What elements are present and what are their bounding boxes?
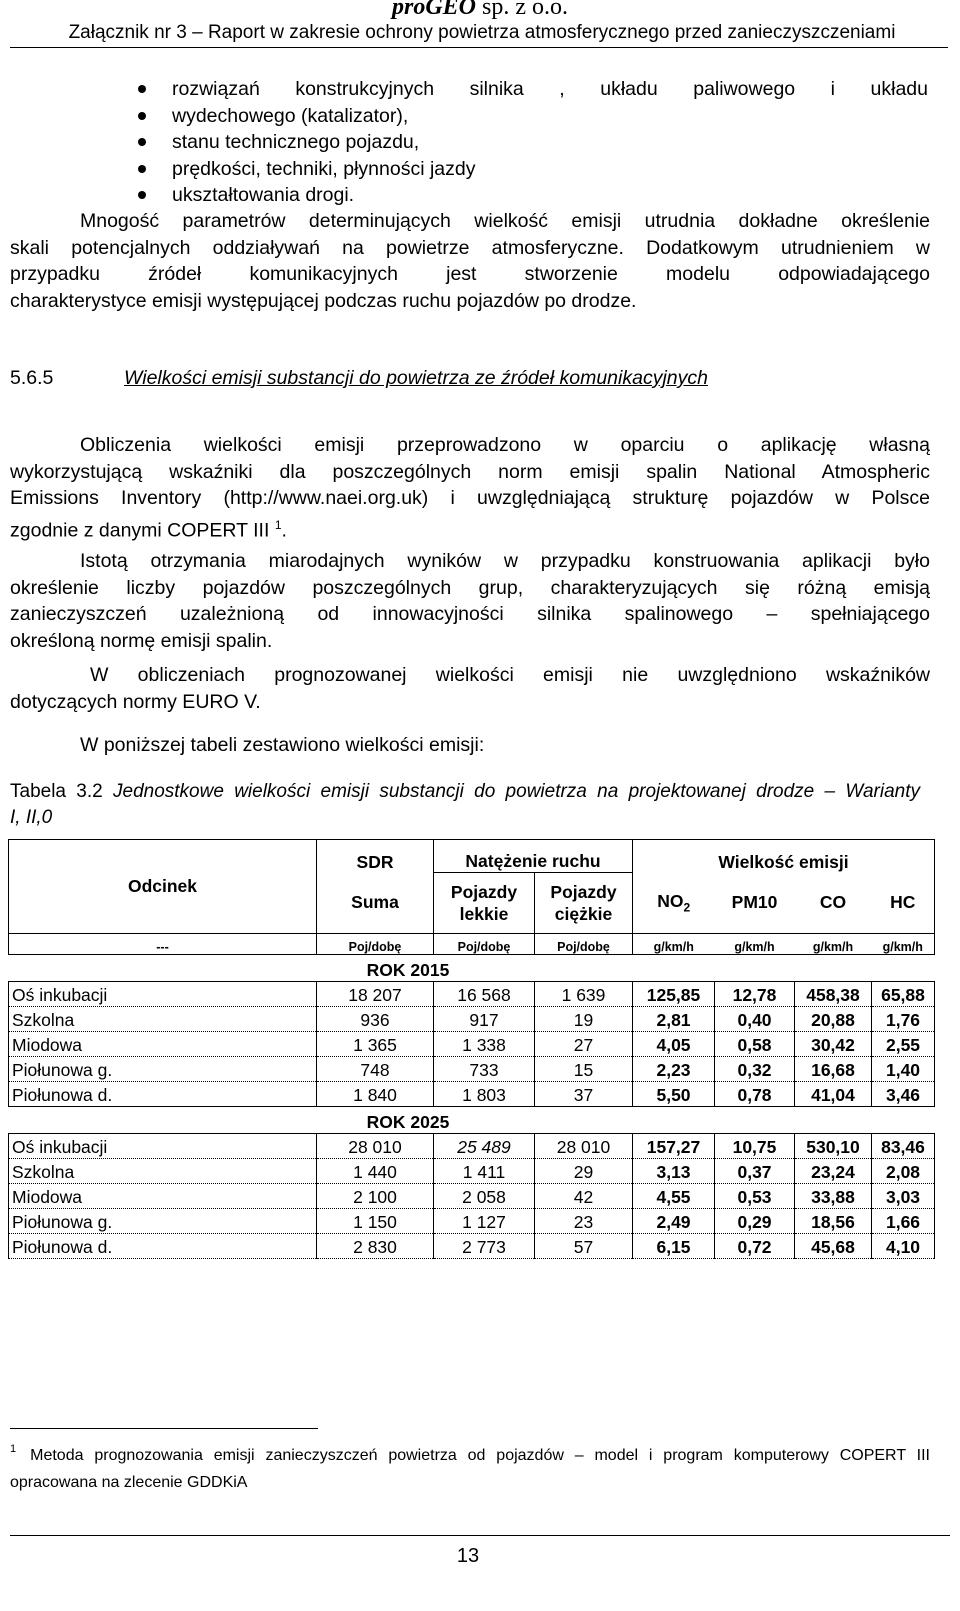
cell-hc: 3,03 bbox=[872, 1184, 935, 1209]
cell-lekkie: 917 bbox=[434, 1007, 535, 1032]
footnote-line bbox=[10, 1443, 930, 1470]
section-title: Wielkości emisji substancji do powietrza ze źródeł komunikacyjnych bbox=[124, 367, 708, 389]
cell-co: 23,24 bbox=[795, 1159, 872, 1184]
page-number: 13 bbox=[456, 1545, 480, 1567]
table-group-2025 bbox=[9, 1107, 935, 1259]
cell-ciezkie: 28 010 bbox=[535, 1134, 633, 1159]
table-row bbox=[9, 1159, 935, 1184]
header-text: ciężkie bbox=[554, 904, 613, 924]
cell-ciezkie: 29 bbox=[535, 1159, 633, 1184]
cell-no2: 125,85 bbox=[633, 982, 715, 1007]
cell-name: Piołunowa d. bbox=[9, 1234, 317, 1259]
cell-lekkie: 16 568 bbox=[434, 982, 535, 1007]
section-number: 5.6.5 bbox=[10, 367, 54, 389]
cell-no2: 4,05 bbox=[633, 1032, 715, 1057]
cell-hc: 2,55 bbox=[872, 1032, 935, 1057]
table-row bbox=[9, 1032, 935, 1057]
paragraph-line: określenie liczby pojazdów poszczególnych grup, charakteryzujących się różną emisją bbox=[10, 576, 930, 599]
caption-line: I, II,0 bbox=[10, 807, 53, 828]
paragraph-line: skali potencjalnych oddziaływań na powietrze atmosferyczne. Dodatkowym utrudnieniem w bbox=[10, 236, 930, 259]
header-ciezkie bbox=[535, 873, 633, 934]
paragraph-line: charakterystyce emisji występującej podczas ruchu pojazdów po drodze. bbox=[10, 289, 637, 312]
cell-lekkie: 733 bbox=[434, 1057, 535, 1082]
cell-name: Miodowa bbox=[9, 1184, 317, 1209]
cell-pm10: 0,72 bbox=[715, 1234, 795, 1259]
cell-ciezkie: 19 bbox=[535, 1007, 633, 1032]
header-divider bbox=[10, 47, 948, 48]
cell-hc: 1,66 bbox=[872, 1209, 935, 1234]
cell-suma: 28 010 bbox=[317, 1134, 434, 1159]
cell-co: 33,88 bbox=[795, 1184, 872, 1209]
paragraph-table-intro: W poniższej tabeli zestawiono wielkości emisji: bbox=[80, 734, 485, 756]
list-item: stanu technicznego pojazdu, bbox=[138, 129, 928, 156]
units-row bbox=[9, 934, 935, 955]
cell-co: 530,10 bbox=[795, 1134, 872, 1159]
unit-cell: g/km/h bbox=[872, 934, 935, 955]
cell-pm10: 0,37 bbox=[715, 1159, 795, 1184]
cell-ciezkie: 1 639 bbox=[535, 982, 633, 1007]
unit-cell: Poj/dobę bbox=[317, 934, 434, 955]
cell-name: Szkolna bbox=[9, 1007, 317, 1032]
table-row bbox=[9, 982, 935, 1007]
header-text: Pojazdy bbox=[550, 882, 617, 902]
cell-co: 16,68 bbox=[795, 1057, 872, 1082]
cell-co: 18,56 bbox=[795, 1209, 872, 1234]
list-item: rozwiązań konstrukcyjnych silnika , układu paliwowego i układu bbox=[138, 76, 928, 103]
header-pm10: PM10 bbox=[731, 892, 778, 913]
cell-no2: 2,81 bbox=[633, 1007, 715, 1032]
cell-suma: 18 207 bbox=[317, 982, 434, 1007]
page-header-company bbox=[0, 0, 960, 21]
header-subscript: 2 bbox=[683, 900, 691, 915]
cell-pm10: 0,78 bbox=[715, 1082, 795, 1107]
header-co: CO bbox=[819, 892, 847, 913]
cell-pm10: 0,32 bbox=[715, 1057, 795, 1082]
cell-no2: 2,49 bbox=[633, 1209, 715, 1234]
cell-ciezkie: 37 bbox=[535, 1082, 633, 1107]
cell-lekkie: 1 803 bbox=[434, 1082, 535, 1107]
list-item: ukształtowania drogi. bbox=[138, 182, 928, 209]
footnote-reference: 1 bbox=[274, 517, 282, 532]
unit-cell: --- bbox=[9, 934, 317, 955]
year-label: ROK 2025 bbox=[9, 1107, 935, 1134]
cell-ciezkie: 15 bbox=[535, 1057, 633, 1082]
paragraph-text: zgodnie z danymi COPERT III bbox=[10, 519, 270, 541]
table-caption bbox=[10, 779, 920, 831]
cell-ciezkie: 57 bbox=[535, 1234, 633, 1259]
cell-pm10: 10,75 bbox=[715, 1134, 795, 1159]
paragraph-line: określoną normę emisji spalin. bbox=[10, 629, 273, 652]
emission-table bbox=[8, 839, 935, 1259]
unit-cell: Poj/dobę bbox=[535, 934, 633, 955]
header-no2 bbox=[633, 873, 715, 934]
paragraph-line: Emissions Inventory (http://www.naei.org.uk) i uwzględniającą strukturę pojazdów w Polsce bbox=[10, 487, 930, 509]
header-text: NO bbox=[657, 891, 684, 911]
header-lekkie bbox=[434, 873, 535, 934]
cell-suma: 936 bbox=[317, 1007, 434, 1032]
caption-text: Jednostkowe wielkości emisji substancji do powietrza na projektowanej drodze – Warianty bbox=[102, 781, 920, 802]
cell-lekkie: 2 058 bbox=[434, 1184, 535, 1209]
table-row bbox=[9, 1134, 935, 1159]
cell-no2: 2,23 bbox=[633, 1057, 715, 1082]
caption-lead: Tabela 3.2 bbox=[10, 781, 103, 802]
cell-co: 30,42 bbox=[795, 1032, 872, 1057]
footnote-divider bbox=[10, 1428, 318, 1429]
cell-suma: 1 365 bbox=[317, 1032, 434, 1057]
paragraph-essence bbox=[10, 548, 930, 654]
cell-co: 458,38 bbox=[795, 982, 872, 1007]
unit-cell: g/km/h bbox=[633, 934, 715, 955]
cell-no2: 157,27 bbox=[633, 1134, 715, 1159]
page-header-subtitle: Załącznik nr 3 – Raport w zakresie ochrony powietrza atmosferycznego przed zanieczyszczeniami bbox=[68, 22, 896, 43]
cell-no2: 5,50 bbox=[633, 1082, 715, 1107]
cell-suma: 748 bbox=[317, 1057, 434, 1082]
table-group-2015 bbox=[9, 955, 935, 1107]
cell-co: 20,88 bbox=[795, 1007, 872, 1032]
cell-hc: 83,46 bbox=[872, 1134, 935, 1159]
caption-line bbox=[10, 779, 920, 805]
cell-suma: 1 440 bbox=[317, 1159, 434, 1184]
cell-pm10: 12,78 bbox=[715, 982, 795, 1007]
table-row bbox=[9, 1209, 935, 1234]
cell-pm10: 0,29 bbox=[715, 1209, 795, 1234]
header-hc: HC bbox=[872, 873, 935, 934]
cell-name: Piołunowa g. bbox=[9, 1209, 317, 1234]
unit-cell: Poj/dobę bbox=[434, 934, 535, 955]
paragraph-line: dotyczących normy EURO V. bbox=[10, 690, 261, 713]
header-wielkosc: Wielkość emisji bbox=[633, 840, 935, 873]
table-row bbox=[9, 1234, 935, 1259]
paragraph-line: W obliczeniach prognozowanej wielkości emisji nie uwzględniono wskaźników bbox=[90, 664, 930, 686]
cell-hc: 4,10 bbox=[872, 1234, 935, 1259]
table-row bbox=[9, 1007, 935, 1032]
list-item-continuation: wydechowego (katalizator), bbox=[138, 103, 928, 130]
factor-bullet-list bbox=[138, 76, 928, 209]
cell-hc: 1,76 bbox=[872, 1007, 935, 1032]
header-suma: Suma bbox=[317, 873, 434, 934]
footnote-mark: 1 bbox=[10, 1443, 17, 1455]
cell-name: Piołunowa g. bbox=[9, 1057, 317, 1082]
paragraph-parameters bbox=[10, 208, 930, 314]
cell-no2: 3,13 bbox=[633, 1159, 715, 1184]
cell-lekkie: 1 338 bbox=[434, 1032, 535, 1057]
cell-pm10: 0,58 bbox=[715, 1032, 795, 1057]
cell-lekkie: 25 489 bbox=[434, 1134, 535, 1159]
paragraph-line: wykorzystującą wskaźniki dla poszczególnych norm emisji spalin National Atmospheric bbox=[10, 460, 930, 483]
cell-pm10: 0,53 bbox=[715, 1184, 795, 1209]
footer-divider bbox=[10, 1535, 950, 1536]
cell-co: 41,04 bbox=[795, 1082, 872, 1107]
cell-hc: 65,88 bbox=[872, 982, 935, 1007]
cell-no2: 6,15 bbox=[633, 1234, 715, 1259]
footnote-line: opracowana na zlecenie GDDKiA bbox=[10, 1474, 248, 1491]
footnote-text: Metoda prognozowania emisji zanieczyszczeń powietrza od pojazdów – model i program komputerowy COPERT III bbox=[30, 1447, 930, 1464]
header-sdr: SDR bbox=[317, 840, 434, 873]
unit-cell: g/km/h bbox=[715, 934, 795, 955]
cell-suma: 2 830 bbox=[317, 1234, 434, 1259]
cell-suma: 1 150 bbox=[317, 1209, 434, 1234]
paragraph-line: Mnogość parametrów determinujących wielkość emisji utrudnia dokładne określenie bbox=[80, 210, 930, 232]
paragraph-line-last bbox=[10, 512, 930, 544]
paragraph-line: zanieczyszczeń uzależnioną od innowacyjności silnika spalinowego – spełniającego bbox=[10, 603, 930, 625]
cell-ciezkie: 42 bbox=[535, 1184, 633, 1209]
cell-hc: 2,08 bbox=[872, 1159, 935, 1184]
list-item: prędkości, techniki, płynności jazdy bbox=[138, 156, 928, 183]
header-natezenie: Natężenie ruchu bbox=[434, 840, 633, 873]
cell-co: 45,68 bbox=[795, 1234, 872, 1259]
header-text: lekkie bbox=[459, 904, 509, 924]
unit-cell: g/km/h bbox=[795, 934, 872, 955]
cell-ciezkie: 23 bbox=[535, 1209, 633, 1234]
cell-hc: 3,46 bbox=[872, 1082, 935, 1107]
table-row bbox=[9, 1184, 935, 1209]
cell-name: Miodowa bbox=[9, 1032, 317, 1057]
header-text: Pojazdy bbox=[450, 882, 518, 902]
cell-name: Oś inkubacji bbox=[9, 982, 317, 1007]
company-brand: proGEO bbox=[391, 0, 476, 20]
paragraph-line: przypadku źródeł komunikacyjnych jest stworzenie modelu odpowiadającego bbox=[10, 263, 930, 285]
cell-ciezkie: 27 bbox=[535, 1032, 633, 1057]
year-label: ROK 2015 bbox=[366, 960, 450, 980]
table-row bbox=[9, 1057, 935, 1082]
cell-hc: 1,40 bbox=[872, 1057, 935, 1082]
cell-lekkie: 1 127 bbox=[434, 1209, 535, 1234]
cell-pm10: 0,40 bbox=[715, 1007, 795, 1032]
footnote bbox=[10, 1443, 930, 1496]
cell-name: Szkolna bbox=[9, 1159, 317, 1184]
paragraph-period: . bbox=[281, 519, 287, 541]
cell-lekkie: 2 773 bbox=[434, 1234, 535, 1259]
cell-suma: 2 100 bbox=[317, 1184, 434, 1209]
header-odcinek: Odcinek bbox=[9, 840, 317, 934]
paragraph-euro bbox=[10, 662, 930, 715]
cell-lekkie: 1 411 bbox=[434, 1159, 535, 1184]
cell-name: Oś inkubacji bbox=[9, 1134, 317, 1159]
paragraph-calculation bbox=[10, 432, 930, 544]
paragraph-line: Obliczenia wielkości emisji przeprowadzono w oparciu o aplikację własną bbox=[80, 434, 930, 456]
cell-name: Piołunowa d. bbox=[9, 1082, 317, 1107]
company-suffix: sp. z o.o. bbox=[482, 0, 568, 20]
table-row bbox=[9, 1082, 935, 1107]
cell-suma: 1 840 bbox=[317, 1082, 434, 1107]
paragraph-line: Istotą otrzymania miarodajnych wyników w przypadku konstruowania aplikacji było bbox=[80, 550, 930, 572]
cell-no2: 4,55 bbox=[633, 1184, 715, 1209]
